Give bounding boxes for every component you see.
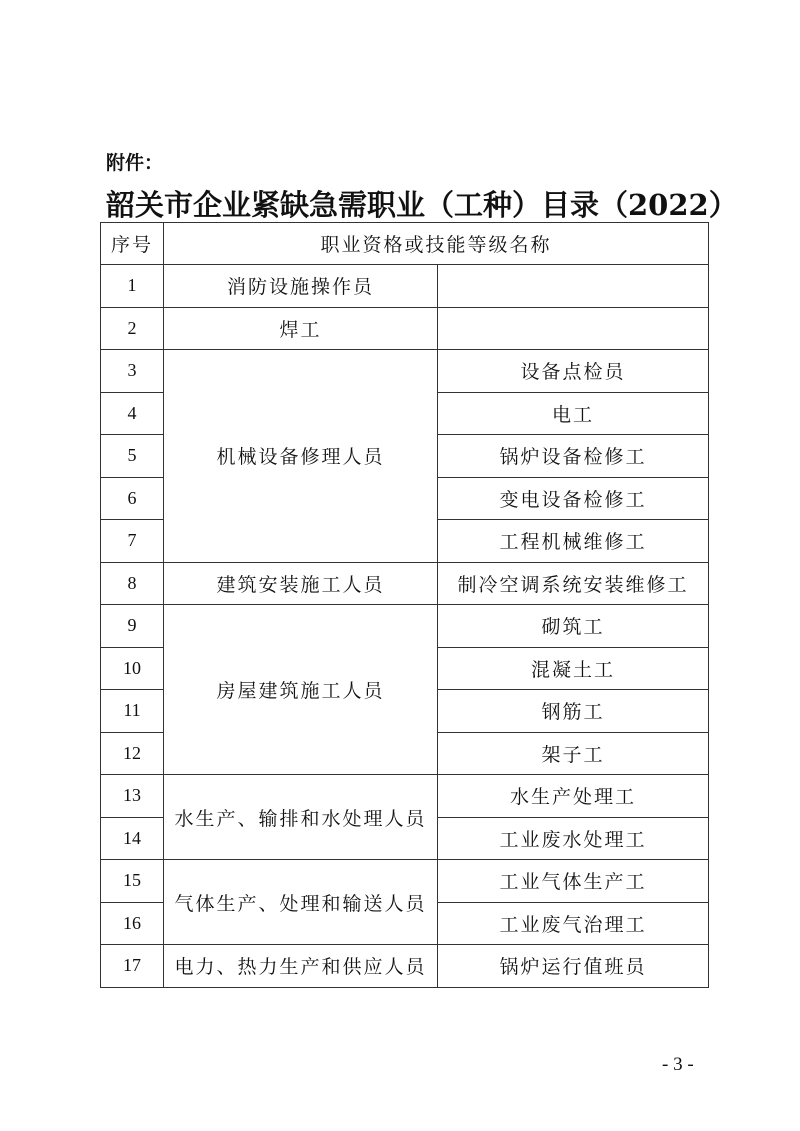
category-cell: 焊工 bbox=[164, 307, 438, 350]
occupation-cell: 工程机械维修工 bbox=[438, 520, 709, 563]
occupation-cell: 工业废水处理工 bbox=[438, 817, 709, 860]
row-number: 1 bbox=[101, 265, 164, 308]
row-number: 7 bbox=[101, 520, 164, 563]
occupation-cell bbox=[438, 307, 709, 350]
category-cell: 水生产、输排和水处理人员 bbox=[164, 775, 438, 860]
occupation-cell: 混凝土工 bbox=[438, 647, 709, 690]
occupation-cell: 工业废气治理工 bbox=[438, 902, 709, 945]
page-number: - 3 - bbox=[662, 1054, 694, 1075]
occupation-cell: 电工 bbox=[438, 392, 709, 435]
row-number: 6 bbox=[101, 477, 164, 520]
row-number: 16 bbox=[101, 902, 164, 945]
category-cell: 机械设备修理人员 bbox=[164, 350, 438, 563]
row-number: 13 bbox=[101, 775, 164, 818]
occupation-cell: 工业气体生产工 bbox=[438, 860, 709, 903]
table-row bbox=[101, 945, 709, 988]
row-number: 5 bbox=[101, 435, 164, 478]
row-number: 8 bbox=[101, 562, 164, 605]
occupation-cell: 水生产处理工 bbox=[438, 775, 709, 818]
table-row bbox=[101, 860, 709, 903]
category-cell: 消防设施操作员 bbox=[164, 265, 438, 308]
occupation-cell: 架子工 bbox=[438, 732, 709, 775]
category-cell: 房屋建筑施工人员 bbox=[164, 605, 438, 775]
row-number: 3 bbox=[101, 350, 164, 393]
row-number: 17 bbox=[101, 945, 164, 988]
row-number: 9 bbox=[101, 605, 164, 648]
occupation-cell: 制冷空调系统安装维修工 bbox=[438, 562, 709, 605]
table-row bbox=[101, 562, 709, 605]
row-number: 4 bbox=[101, 392, 164, 435]
table-row bbox=[101, 775, 709, 818]
occupation-cell: 砌筑工 bbox=[438, 605, 709, 648]
occupation-cell: 锅炉运行值班员 bbox=[438, 945, 709, 988]
category-cell: 电力、热力生产和供应人员 bbox=[164, 945, 438, 988]
occupation-table bbox=[100, 222, 709, 988]
occupation-cell: 设备点检员 bbox=[438, 350, 709, 393]
row-number: 12 bbox=[101, 732, 164, 775]
occupation-cell: 变电设备检修工 bbox=[438, 477, 709, 520]
occupation-cell: 锅炉设备检修工 bbox=[438, 435, 709, 478]
category-cell: 建筑安装施工人员 bbox=[164, 562, 438, 605]
header-name: 职业资格或技能等级名称 bbox=[164, 223, 709, 265]
row-number: 15 bbox=[101, 860, 164, 903]
row-number: 14 bbox=[101, 817, 164, 860]
table-header-row bbox=[101, 223, 709, 265]
row-number: 2 bbox=[101, 307, 164, 350]
row-number: 10 bbox=[101, 647, 164, 690]
table-row bbox=[101, 350, 709, 393]
header-no: 序号 bbox=[101, 223, 164, 265]
table-row bbox=[101, 265, 709, 308]
document-title: 韶关市企业紧缺急需职业（工种）目录（2022） bbox=[106, 188, 738, 222]
row-number: 11 bbox=[101, 690, 164, 733]
table-row bbox=[101, 605, 709, 648]
occupation-cell bbox=[438, 265, 709, 308]
table-row bbox=[101, 307, 709, 350]
occupation-cell: 钢筋工 bbox=[438, 690, 709, 733]
category-cell: 气体生产、处理和输送人员 bbox=[164, 860, 438, 945]
attachment-label: 附件： bbox=[106, 152, 164, 174]
